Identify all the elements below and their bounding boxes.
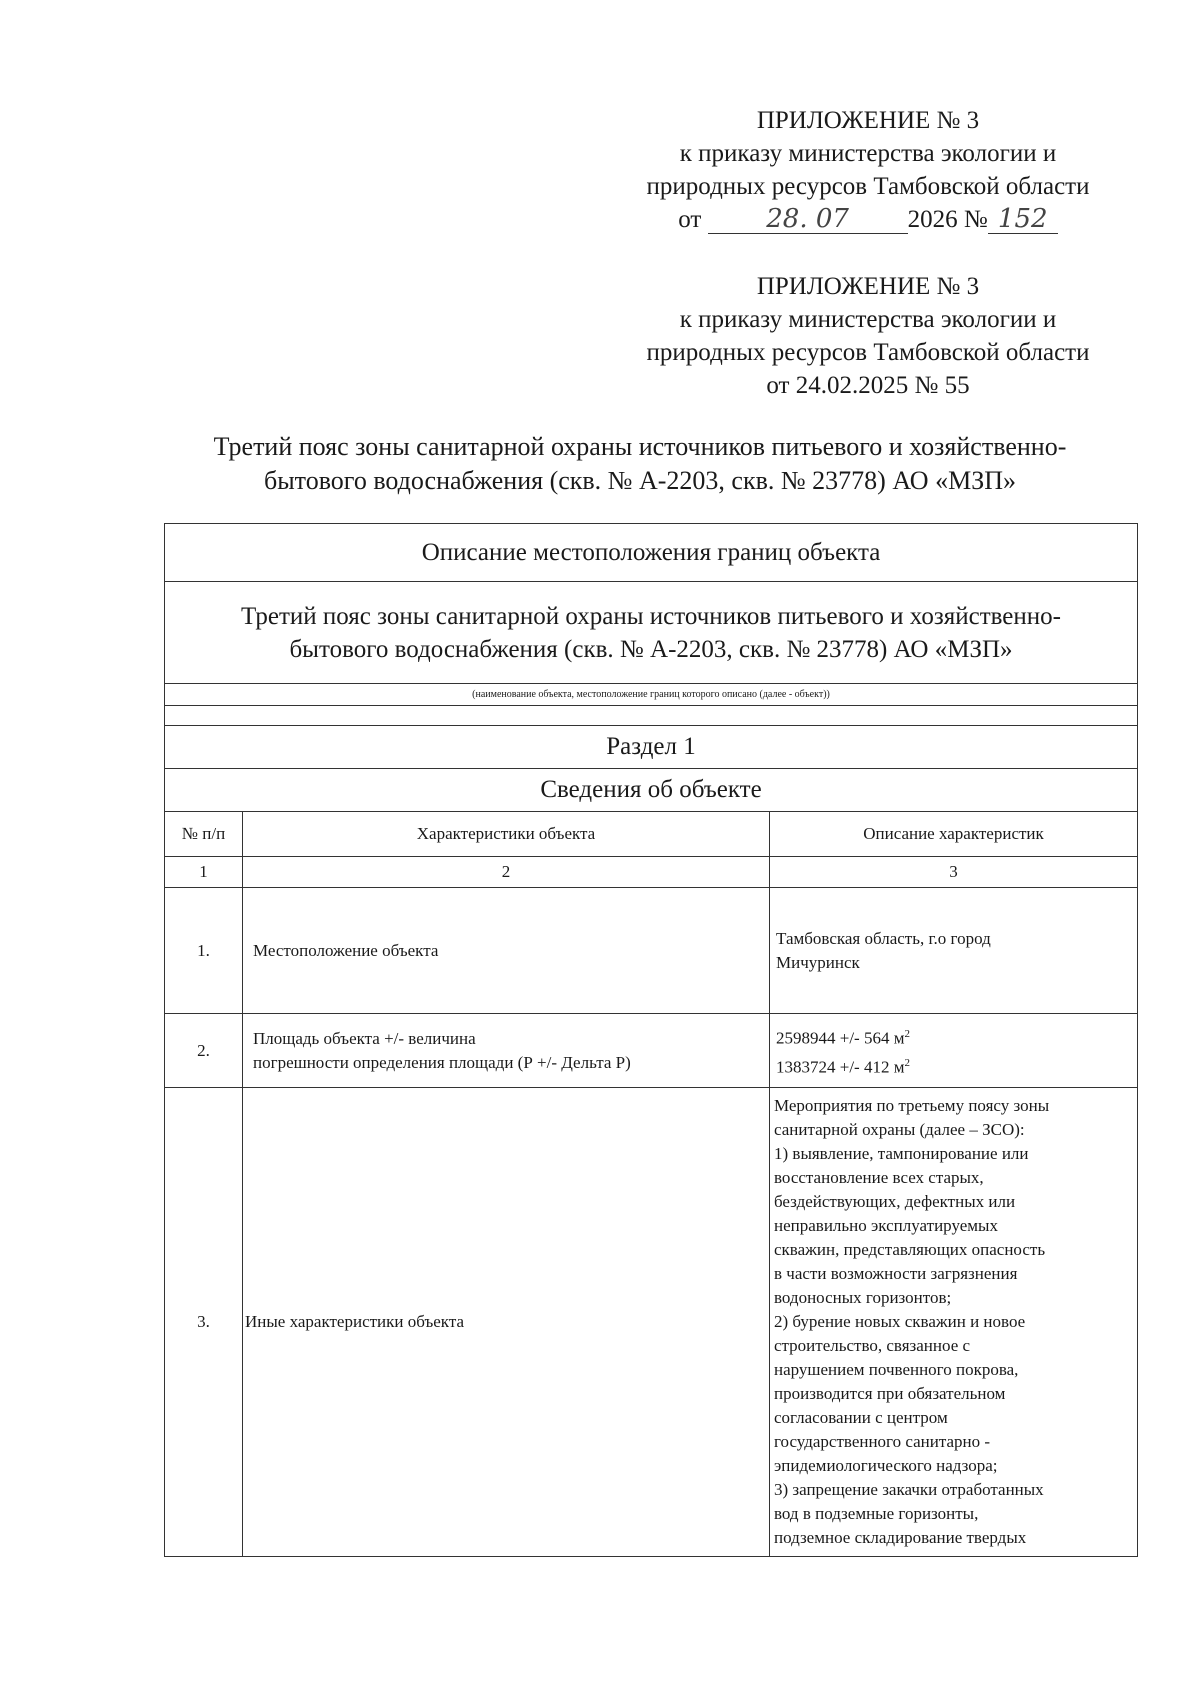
description-line: согласовании с центром bbox=[774, 1408, 948, 1427]
info-title: Сведения об объекте bbox=[165, 769, 1138, 812]
document-title bbox=[160, 430, 1120, 498]
characteristic-line: Площадь объекта +/- величина bbox=[253, 1028, 476, 1048]
row-characteristic bbox=[243, 1014, 770, 1088]
row-description bbox=[770, 1014, 1138, 1088]
document-title-line1: Третий пояс зоны санитарной охраны источников питьевого и хозяйственно- bbox=[213, 432, 1067, 461]
section-title: Раздел 1 bbox=[165, 726, 1138, 769]
description-line: в части возможности загрязнения bbox=[774, 1264, 1018, 1283]
appendix-original-line2: природных ресурсов Тамбовской области bbox=[646, 339, 1090, 366]
area-value-2: 1383724 +/- 412 $м^2$ bbox=[776, 1056, 910, 1077]
description-line: восстановление всех старых, bbox=[774, 1168, 984, 1187]
appendix-original-title: ПРИЛОЖЕНИЕ № 3 bbox=[756, 273, 980, 300]
description-line: 1) выявление, тампонирование или bbox=[774, 1144, 1029, 1163]
table-header: Описание местоположения границ объекта bbox=[165, 524, 1138, 582]
description-line: нарушением почвенного покрова, bbox=[774, 1360, 1019, 1379]
characteristic-line: погрешности определения площади (Р +/- Дельта Р) bbox=[253, 1052, 631, 1072]
row-description bbox=[770, 888, 1138, 1014]
appendix-original bbox=[608, 270, 1128, 402]
appendix-original-line1: к приказу министерства экологии и bbox=[679, 306, 1057, 333]
from-label: от bbox=[678, 206, 702, 233]
description-line: государственного санитарно - bbox=[774, 1432, 991, 1451]
document-title-line2: бытового водоснабжения (скв. № А-2203, скв. № 23778) АО «МЗП» bbox=[263, 466, 1017, 495]
row-description bbox=[770, 1088, 1138, 1557]
appendix-current-title: ПРИЛОЖЕНИЕ № 3 bbox=[756, 107, 980, 134]
description-line: 2) бурение новых скважин и новое bbox=[774, 1312, 1026, 1331]
description-line: скважин, представляющих опасность bbox=[774, 1240, 1046, 1259]
description-line: эпидемиологического надзора; bbox=[774, 1456, 998, 1475]
row-characteristic: Иные характеристики объекта bbox=[243, 1088, 770, 1557]
description-line: водоносных горизонтов; bbox=[774, 1288, 952, 1307]
object-name bbox=[165, 582, 1138, 684]
description-line: производится при обязательном bbox=[774, 1384, 1006, 1403]
description-line: вод в подземные горизонты, bbox=[774, 1504, 979, 1523]
object-name-line2: бытового водоснабжения (скв. № А-2203, скв. № 23778) АО «МЗП» bbox=[289, 635, 1013, 663]
object-name-line1: Третий пояс зоны санитарной охраны источников питьевого и хозяйственно- bbox=[241, 602, 1061, 630]
column-number-2: 2 bbox=[243, 857, 770, 888]
description-line: строительство, связанное с bbox=[774, 1336, 971, 1355]
area-value-1: 2598944 +/- 564 $м^2$ bbox=[776, 1027, 910, 1048]
boundary-description-table bbox=[164, 523, 1138, 1557]
table-row bbox=[165, 1014, 1138, 1088]
description-line: бездействующих, дефектных или bbox=[774, 1192, 1016, 1211]
description-line: Мероприятия по третьему поясу зоны bbox=[774, 1096, 1050, 1115]
appendix-original-line3: от 24.02.2025 № 55 bbox=[766, 372, 970, 399]
handwritten-date: 28. 07 bbox=[708, 206, 908, 234]
column-number-1: 1 bbox=[165, 857, 243, 888]
appendix-current-date-line bbox=[608, 203, 1128, 236]
column-header-characteristic: Характеристики объекта bbox=[243, 812, 770, 857]
row-characteristic: Местоположение объекта bbox=[243, 888, 770, 1014]
appendix-current-line1: к приказу министерства экологии и bbox=[679, 140, 1057, 167]
column-number-3: 3 bbox=[770, 857, 1138, 888]
object-note: (наименование объекта, местоположение границ которого описано (далее - объект)) bbox=[165, 684, 1138, 706]
description-line: Мичуринск bbox=[776, 952, 860, 972]
appendix-current-line2: природных ресурсов Тамбовской области bbox=[646, 173, 1090, 200]
column-header-description: Описание характеристик bbox=[770, 812, 1138, 857]
table-row bbox=[165, 888, 1138, 1014]
description-line: Тамбовская область, г.о город bbox=[776, 928, 991, 948]
description-line: неправильно эксплуатируемых bbox=[774, 1216, 998, 1235]
appendix-current bbox=[608, 104, 1128, 236]
description-line: санитарной охраны (далее – ЗСО): bbox=[774, 1120, 1025, 1139]
table-row bbox=[165, 1088, 1138, 1557]
row-number: 2. bbox=[165, 1014, 243, 1088]
row-number: 3. bbox=[165, 1088, 243, 1557]
row-number: 1. bbox=[165, 888, 243, 1014]
handwritten-number: 152 bbox=[988, 206, 1058, 234]
column-header-number: № п/п bbox=[165, 812, 243, 857]
year: 2026 bbox=[907, 206, 958, 233]
description-line: 3) запрещение закачки отработанных bbox=[774, 1480, 1044, 1499]
number-label: № bbox=[963, 206, 988, 233]
description-line: подземное складирование твердых bbox=[774, 1528, 1027, 1547]
spacer-row bbox=[165, 706, 1138, 726]
